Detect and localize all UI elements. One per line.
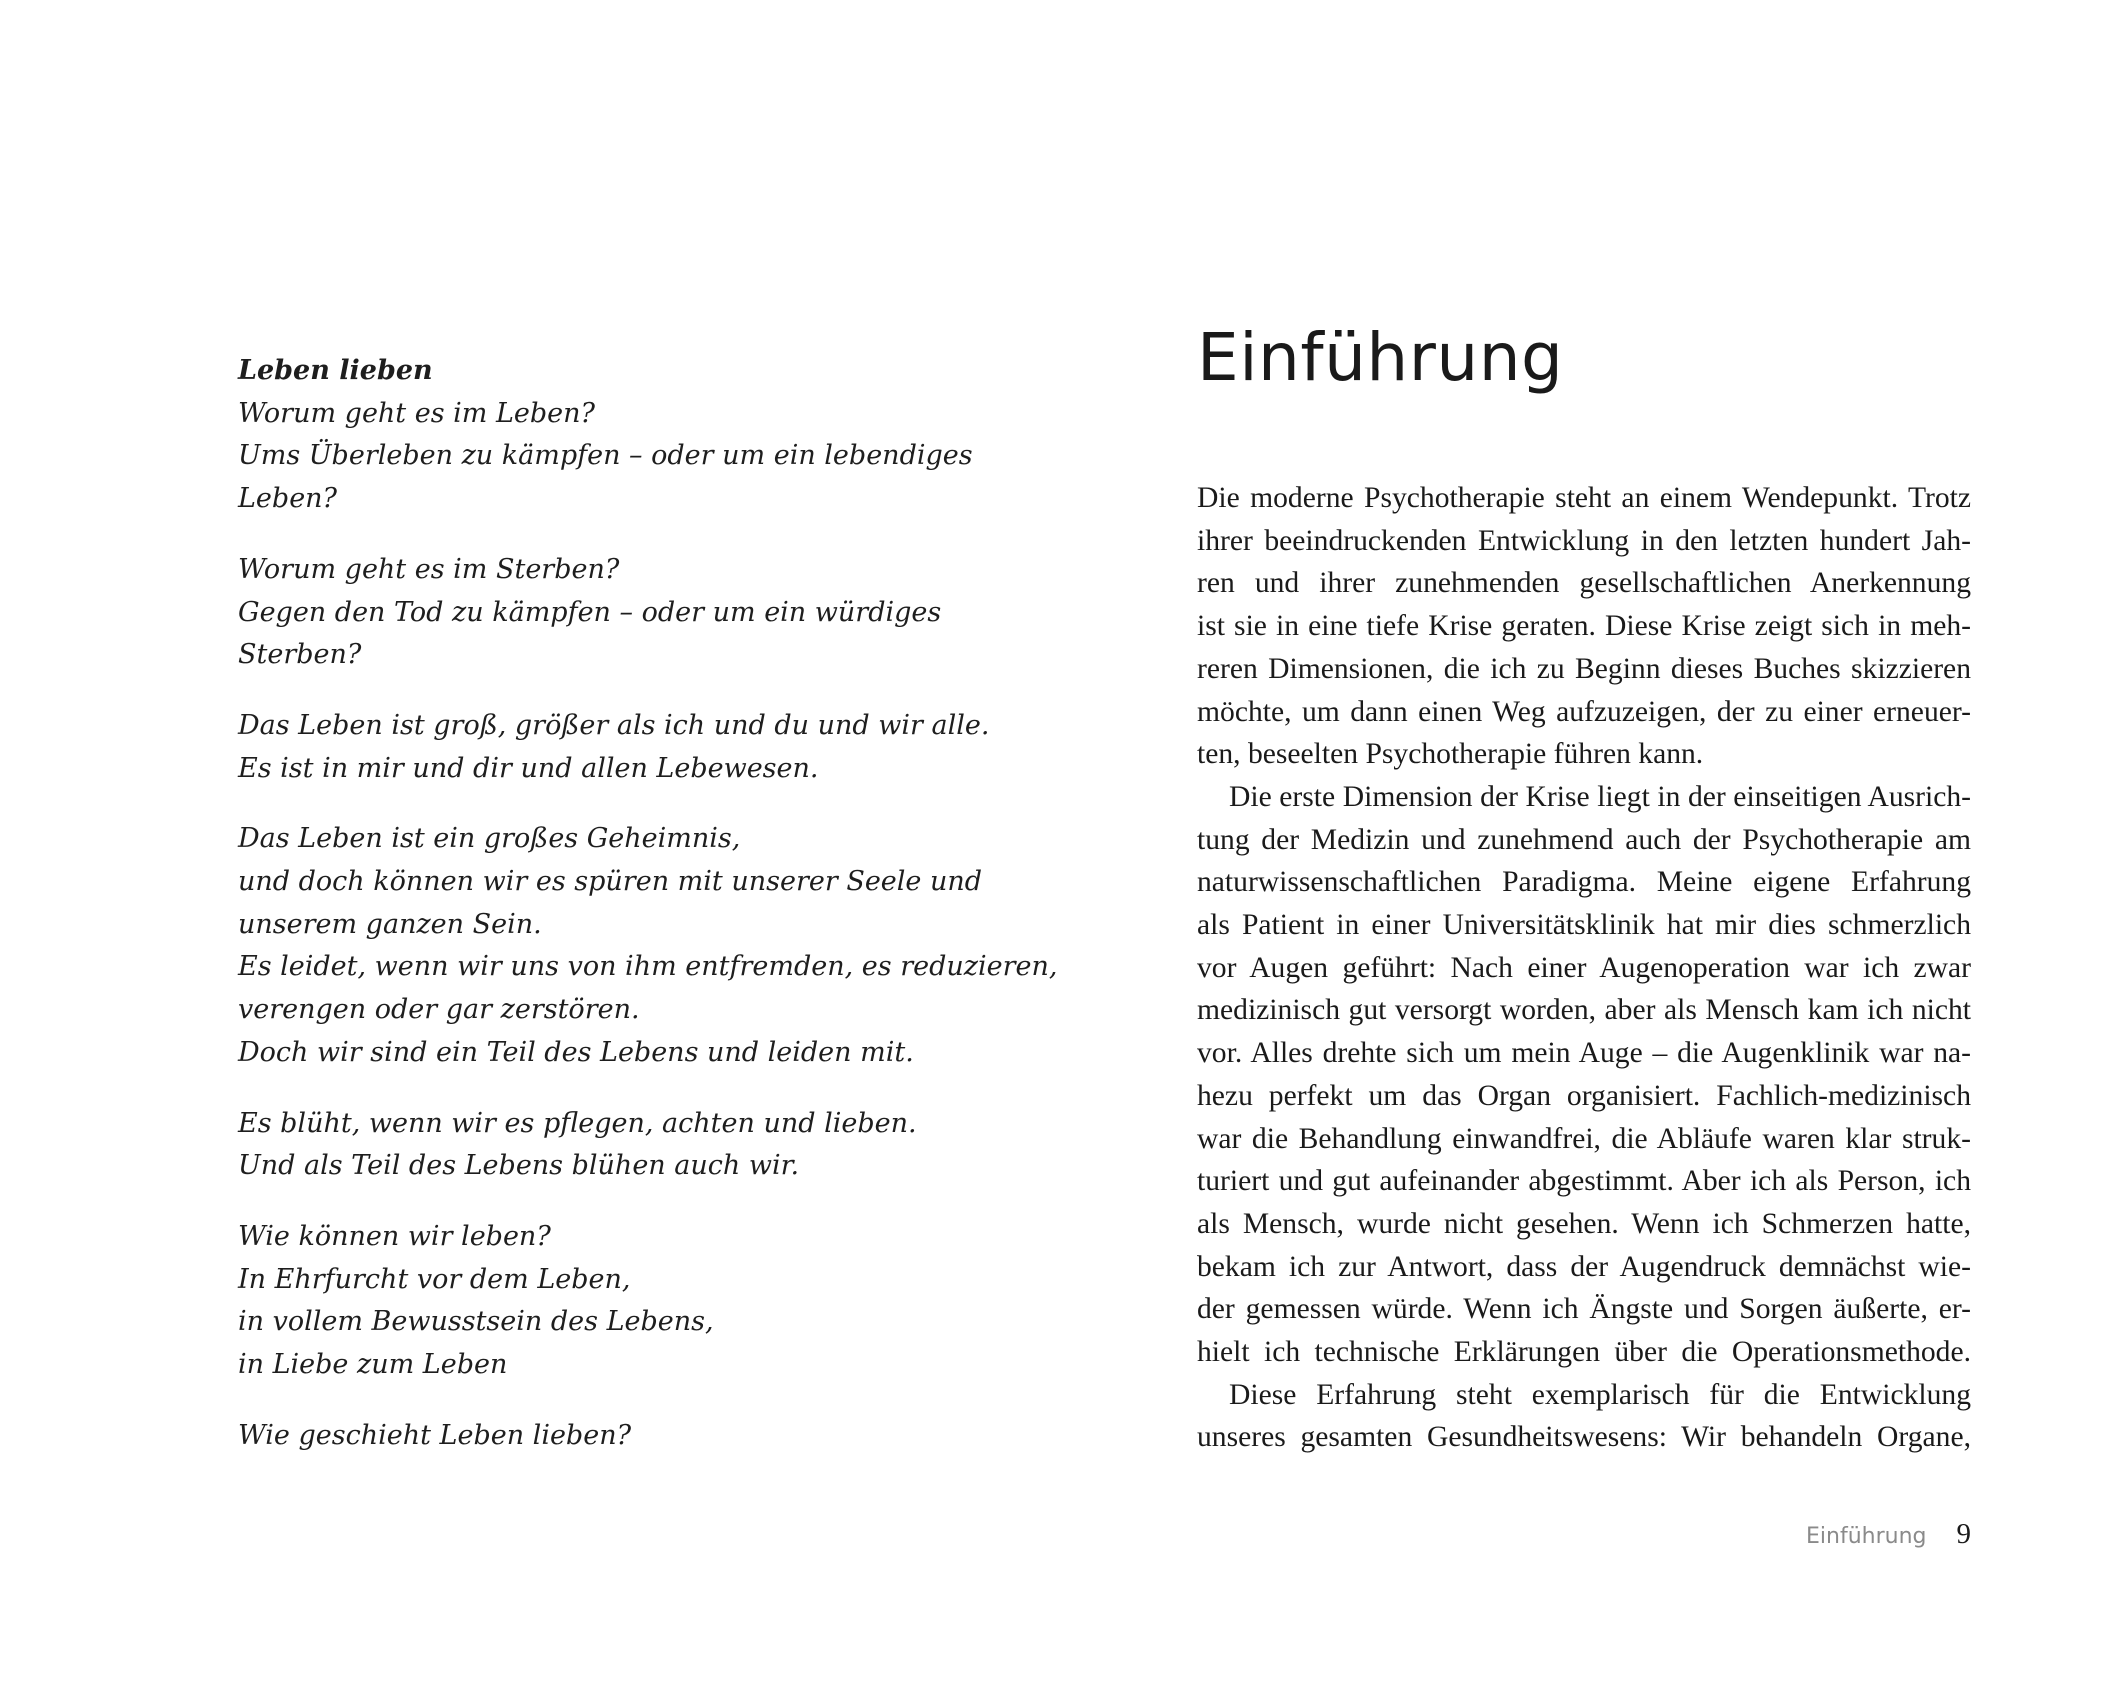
body-line: ten, beseelten Psychotherapie führen kann.: [1197, 738, 1704, 771]
body-line: vor Augen geführt: Nach einer Augenoperation war ich zwar: [1197, 951, 1971, 984]
poem-line: in Liebe zum Leben: [238, 1349, 508, 1381]
body-line: Die moderne Psychotherapie steht an einem Wendepunkt. Trotz: [1197, 482, 1971, 514]
running-footer: [1063, 1518, 1971, 1551]
poem-stanza: [238, 549, 998, 677]
body-line: tung der Medizin und zunehmend auch der Psychotherapie am: [1197, 823, 1971, 856]
body-line: vor. Alles drehte sich um mein Auge – die Augenklinik war na-: [1197, 1037, 1971, 1070]
poem-line: Und als Teil des Lebens blühen auch wir.: [238, 1150, 800, 1182]
poem-line: und doch können wir es spüren mit unserer Seele und: [238, 866, 983, 898]
body-line: als Patient in einer Universitätsklinik hat mir dies schmerzlich: [1197, 909, 1971, 942]
poem-line: Wie können wir leben?: [238, 1220, 551, 1252]
body-text: [1197, 477, 1971, 1459]
body-paragraph: [1197, 1374, 1971, 1459]
poem-line: Wie geschieht Leben lieben?: [238, 1419, 632, 1451]
body-line: turiert und gut aufeinander abgestimmt. Aber ich als Person, ich: [1197, 1165, 1971, 1198]
body-line: ist sie in eine tiefe Krise geraten. Diese Krise zeigt sich in meh-: [1197, 610, 1971, 643]
body-line: Die erste Dimension der Krise liegt in der einseitigen Ausrich-: [1229, 780, 1971, 813]
poem-stanza: [238, 1103, 998, 1188]
poem-line: Das Leben ist groß, größer als ich und du und wir alle.: [238, 709, 990, 741]
poem-line: Das Leben ist ein großes Geheimnis,: [238, 823, 741, 855]
chapter-title: Einführung: [1197, 319, 1564, 396]
right-page: [1063, 0, 2126, 1693]
body-paragraph: [1197, 776, 1971, 1374]
body-line: als Mensch, wurde nicht gesehen. Wenn ich Schmerzen hatte,: [1197, 1207, 1971, 1240]
body-line: unseres gesamten Gesundheitswesens: Wir behandeln Organe,: [1197, 1421, 1971, 1454]
poem-line: Gegen den Tod zu kämpfen – oder um ein würdiges: [238, 596, 942, 628]
poem-line: Sterben?: [238, 639, 362, 671]
body-line: reren Dimensionen, die ich zu Beginn dieses Buches skizzieren: [1197, 652, 1971, 685]
body-line: möchte, um dann einen Weg aufzuzeigen, der zu einer erneuer-: [1197, 695, 1971, 728]
poem-line: Doch wir sind ein Teil des Lebens und leiden mit.: [238, 1036, 914, 1068]
page-number: 9: [1956, 1518, 1971, 1550]
body-line: bekam ich zur Antwort, dass der Augendruck demnächst wie-: [1197, 1250, 1971, 1283]
poem: [238, 350, 1058, 1485]
poem-line: Ums Überleben zu kämpfen – oder um ein lebendiges: [238, 440, 973, 472]
body-line: Diese Erfahrung steht exemplarisch für die Entwicklung: [1229, 1378, 1971, 1411]
poem-title: Leben lieben: [238, 355, 433, 386]
poem-stanza: [238, 393, 998, 521]
poem-line: Leben?: [238, 483, 338, 515]
poem-line: In Ehrfurcht vor dem Leben,: [238, 1263, 631, 1295]
poem-stanza: [238, 705, 998, 790]
body-line: medizinisch gut versorgt worden, aber als Mensch kam ich nicht: [1197, 994, 1971, 1027]
poem-stanza: [238, 818, 1058, 1074]
body-line: ren und ihrer zunehmenden gesellschaftlichen Anerkennung: [1197, 567, 1971, 600]
body-paragraph: [1197, 477, 1971, 776]
poem-line: Es blüht, wenn wir es pflegen, achten und lieben.: [238, 1107, 917, 1139]
poem-line: Worum geht es im Sterben?: [238, 553, 620, 585]
body-line: ihrer beeindruckenden Entwicklung in den letzten hundert Jah-: [1197, 524, 1971, 557]
body-line: hezu perfekt um das Organ organisiert. Fachlich-medizinisch: [1197, 1079, 1971, 1112]
poem-line: in vollem Bewusstsein des Lebens,: [238, 1306, 714, 1338]
poem-line: verengen oder gar zerstören.: [238, 994, 640, 1026]
poem-stanza: [238, 1415, 998, 1458]
body-line: naturwissenschaftlichen Paradigma. Meine eigene Erfahrung: [1197, 866, 1971, 899]
poem-line: Es leidet, wenn wir uns von ihm entfremden, es reduzieren,: [238, 951, 1058, 983]
body-line: hielt ich technische Erklärungen über die Operationsmethode.: [1197, 1336, 1971, 1369]
poem-stanzas: [238, 393, 1058, 1458]
poem-line: Worum geht es im Leben?: [238, 397, 596, 429]
poem-stanza: [238, 1216, 998, 1387]
body-line: war die Behandlung einwandfrei, die Abläufe waren klar struk-: [1197, 1122, 1971, 1155]
poem-line: unserem ganzen Sein.: [238, 908, 542, 940]
running-footer-label: Einführung: [1806, 1524, 1927, 1549]
body-line: der gemessen würde. Wenn ich Ängste und Sorgen äußerte, er-: [1197, 1293, 1971, 1326]
poem-line: Es ist in mir und dir und allen Lebewesen.: [238, 752, 819, 784]
